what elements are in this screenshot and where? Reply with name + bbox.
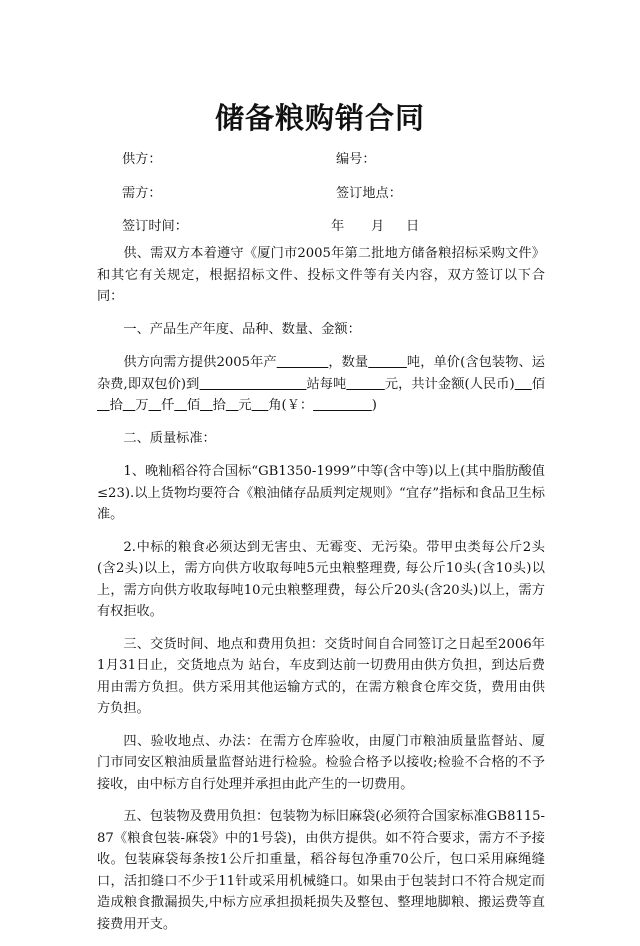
section-3-paragraph: 三、交货时间、地点和费用负担：交货时间自合同签订之日起至2006年1月31日止，交货地点为 站台，车皮到达前一切费用由供方负担，到达后费用由需方负担。供方采用其他运输方式的，在需方粮食仓库交货，费用由供方负担。 bbox=[97, 636, 545, 716]
section-4-paragraph: 四、验收地点、办法：在需方仓库验收，由厦门市粮油质量监督站、厦门市同安区粮油质量监督站进行检验。检验合格予以接收;检验不合格的不予接收，由中标方自行处理并承担由此产生的一切费用。 bbox=[97, 733, 545, 792]
s1-unit-shi: 拾 bbox=[109, 398, 123, 413]
s1-unit-jiao: 角(￥： bbox=[268, 398, 314, 413]
contract-number-label: 编号： bbox=[336, 152, 376, 167]
quantity-blank bbox=[368, 355, 407, 370]
s1-text-3: 吨，单价(含包装物、运杂费,即双包价)到 bbox=[97, 355, 545, 392]
day-label: 日 bbox=[406, 219, 420, 234]
s1-text-1: 供方向需方提供2005年产 bbox=[123, 355, 277, 370]
s1-text-2: ，数量 bbox=[328, 355, 369, 370]
s1-unit-bai-2: 佰 bbox=[186, 398, 201, 413]
amount-blank bbox=[97, 398, 110, 413]
buyer-label: 需方： bbox=[122, 186, 162, 201]
amount-blank bbox=[123, 398, 136, 413]
document-title: 储备粮购销合同 bbox=[214, 101, 425, 135]
amount-blank bbox=[515, 377, 532, 392]
product-year-blank bbox=[277, 355, 329, 370]
contract-body bbox=[97, 243, 545, 946]
amount-blank bbox=[200, 398, 213, 413]
s1-unit-shi-2: 拾 bbox=[212, 398, 226, 413]
section-1-heading: 一、产品生产年度、品种、数量、金额： bbox=[123, 321, 361, 337]
year-label: 年 bbox=[331, 219, 345, 234]
s1-close-paren: ) bbox=[371, 398, 377, 413]
station-blank bbox=[199, 377, 306, 392]
s1-unit-qian: 仟 bbox=[161, 398, 175, 413]
section-5-paragraph: 五、包装物及费用负担：包装物为标旧麻袋(必须符合国家标准GB8115-87《粮食包装-麻袋》中的1号袋)，由供方提供。如不符合要求，需方不予接收。包装麻袋每条按1公斤扣重量，稻谷每包净重70公斤，包口采用麻绳缝口，活扣缝口不少于11针或采用机械缝口。如果由于包装封口不符合规定而造成粮食撒漏损失,中标方应承担损耗损失及整包、整理地脚粮、搬运费等直接费用开支。 bbox=[97, 809, 545, 932]
amount-blank bbox=[226, 398, 239, 413]
s1-unit-yuan: 元 bbox=[238, 398, 252, 413]
section-2-item-2: 2.中标的粮食必须达到无害虫、无霉变、无污染。带甲虫类每公斤2头(含2头)以上，需方向供方收取每吨5元虫粮整理费, 每公斤10头(含10头)以上，需方向供方收取每吨10元虫粮整理费，每公斤20头(含20头)以上，需方有权拒收。 bbox=[97, 539, 545, 619]
signing-place-label: 签订地点： bbox=[336, 186, 402, 201]
amount-blank bbox=[252, 398, 269, 413]
month-label: 月 bbox=[371, 219, 385, 234]
section-1-paragraph bbox=[97, 352, 545, 417]
s1-text-5: 元，共计金额(人民币) bbox=[384, 376, 515, 392]
amount-blank bbox=[174, 398, 187, 413]
unit-price-blank bbox=[346, 377, 385, 392]
signing-time-label: 签订时间： bbox=[122, 219, 188, 234]
intro-paragraph: 供、需双方本着遵守《厦门市2005年第二批地方储备粮招标采购文件》和其它有关规定，根据招标文件、投标文件等有关内容，双方签订以下合同： bbox=[97, 246, 545, 304]
supplier-label: 供方： bbox=[122, 152, 162, 167]
s1-unit-wan: 万 bbox=[135, 398, 149, 413]
section-2-heading: 二、质量标准： bbox=[123, 430, 216, 446]
amount-figure-blank bbox=[313, 398, 372, 413]
section-2-item-1: 1、晚籼稻谷符合国标“GB1350-1999”中等(含中等)以上(其中脂肪酸值≤23).以上货物均要符合《粮油储存品质判定规则》“宜存”指标和食品卫生标准。 bbox=[97, 464, 545, 522]
s1-unit-bai: 佰 bbox=[531, 376, 545, 392]
s1-text-4: 站每吨 bbox=[306, 376, 347, 392]
amount-blank bbox=[149, 398, 162, 413]
